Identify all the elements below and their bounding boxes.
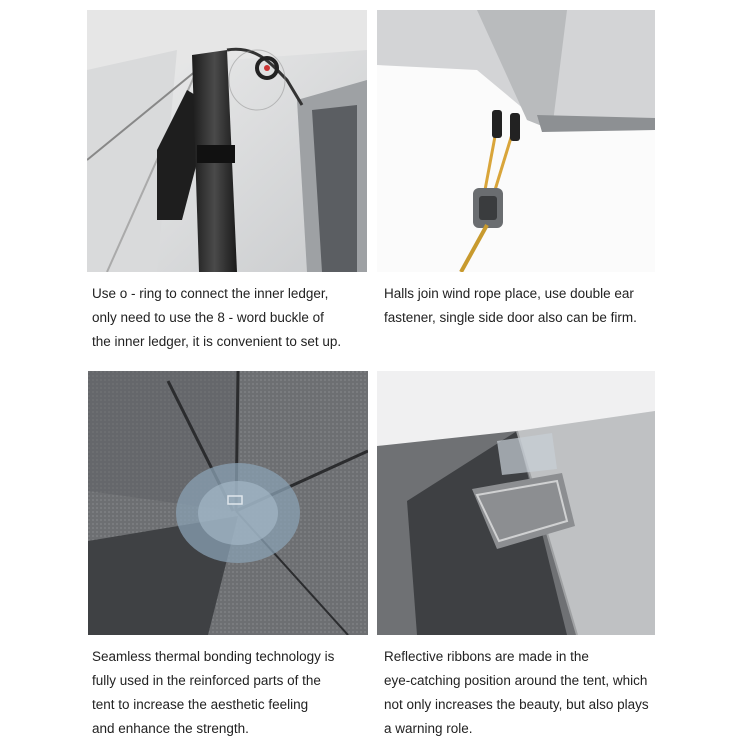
reflective-ribbon-photo bbox=[377, 371, 655, 635]
caption-top-left bbox=[92, 282, 341, 354]
caption-line: only need to use the 8 - word buckle of bbox=[92, 310, 324, 325]
caption-line: tent to increase the aesthetic feeling bbox=[92, 697, 309, 712]
caption-line: Reflective ribbons are made in the bbox=[384, 649, 589, 664]
caption-line: Seamless thermal bonding technology is bbox=[92, 649, 335, 664]
trekking-pole-o-ring-photo bbox=[87, 10, 367, 272]
caption-line: a warning role. bbox=[384, 721, 473, 736]
caption-line: fastener, single side door also can be firm. bbox=[384, 310, 637, 325]
caption-line: the inner ledger, it is convenient to set up. bbox=[92, 334, 342, 349]
caption-line: not only increases the beauty, but also plays bbox=[384, 697, 649, 712]
wind-rope-ear-fastener-photo bbox=[377, 10, 655, 272]
caption-top-right bbox=[384, 282, 637, 330]
caption-line: and enhance the strength. bbox=[92, 721, 249, 736]
caption-line: eye-catching position around the tent, which bbox=[384, 673, 648, 688]
caption-bottom-right bbox=[384, 645, 649, 741]
caption-line: Use o - ring to connect the inner ledger, bbox=[92, 286, 329, 301]
caption-line: fully used in the reinforced parts of the bbox=[92, 673, 321, 688]
caption-line: Halls join wind rope place, use double ear bbox=[384, 286, 634, 301]
caption-bottom-left bbox=[92, 645, 334, 741]
thermal-bonded-seam-photo bbox=[88, 371, 368, 635]
